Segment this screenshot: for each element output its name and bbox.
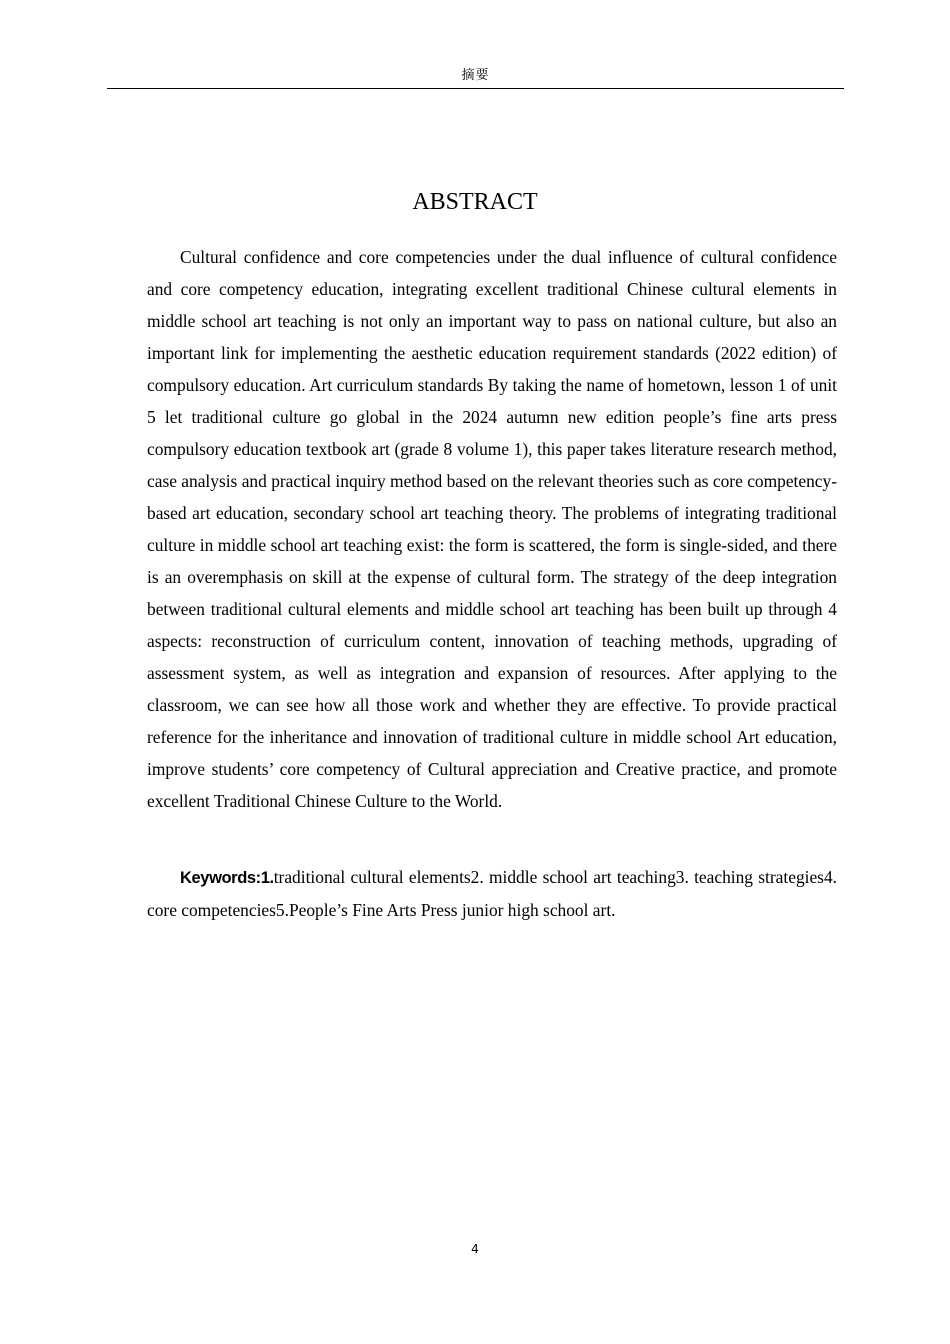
keywords-label: Keywords:1. xyxy=(180,869,274,887)
page-header xyxy=(107,66,844,89)
abstract-body: Cultural confidence and core competencies under the dual influence of cultural confidence and core competency education, integrating excellent traditional Chinese cultural elements in middle school art teaching is not only an important way to pass on national culture, but also an important link for implementing the aesthetic education requirement standards (2022 edition) of compulsory education. Art curriculum standards By taking the name of hometown, lesson 1 of unit 5 let traditional culture go global in the 2024 autumn new edition people’s fine arts press compulsory education textbook art (grade 8 volume 1), this paper takes literature research method, case analysis and practical inquiry method based on the relevant theories such as core competency-based art education, secondary school art teaching theory. The problems of integrating traditional culture in middle school art teaching exist: the form is scattered, the form is single-sided, and there is an overemphasis on skill at the expense of cultural form. The strategy of the deep integration between traditional cultural elements and middle school art teaching has been built up through 4 aspects: reconstruction of curriculum content, innovation of teaching methods, upgrading of assessment system, as well as integration and expansion of resources. After applying to the classroom, we can see how all those work and whether they are effective. To provide practical reference for the inheritance and innovation of traditional culture in middle school Art education, improve students’ core competency of Cultural appreciation and Creative practice, and promote excellent Traditional Chinese Culture to the World. xyxy=(147,247,837,811)
keywords-paragraph xyxy=(147,861,837,926)
page-number: 4 xyxy=(471,1242,479,1256)
header-title: 摘要 xyxy=(461,68,490,83)
abstract-heading: ABSTRACT xyxy=(412,189,538,215)
keywords-text: traditional cultural elements2. middle school art teaching3. teaching strategies4. core competencies5.People’s Fine Arts Press junior high school art. xyxy=(147,867,837,920)
